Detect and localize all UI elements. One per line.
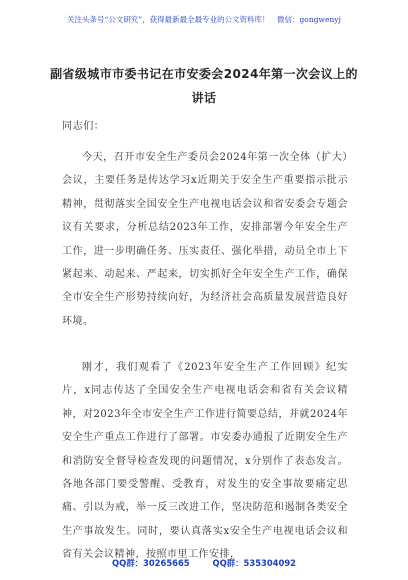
- body-paragraph: 今天，召开市安全生产委员会2024年第一次全体（扩大）会议，主要任务是传达学习x近期关于安全生产重要指示批示精神，贯彻落实全国安全生产电视电话会议和省安委会专题会议有关要求，分析总结2023年工作，安排部署今年安全生产工作，进一步明确任务、压实责任、强化举措，动员全市上下紧起来、动起来、严起来，切实抓好全年安全生产工作，确保全市安全生产形势持续向好，为经济社会高质量发展营造良好环境。: [62, 152, 348, 327]
- qq-group-left: QQ群：30265665: [112, 558, 190, 568]
- document-title: 副省级城市市委书记在市安委会2024年第一次会议上的讲话: [50, 67, 358, 105]
- footer-contacts: [0, 557, 408, 569]
- qq-group-right: QQ群：535304092: [212, 558, 296, 568]
- salutation: 同志们：: [62, 121, 105, 132]
- header-banner: 关注头条号“公文研究”，获得最新最全最专业的公文资料库！ 微信：gongwenyj: [67, 15, 341, 24]
- body-paragraph: 刚才，我们观看了《2023年安全生产工作回顾》纪实片，x同志传达了全国安全生产电视电话会和省有关会议精神，对2023年全市安全生产工作进行简要总结，并就2024年安全生产重点工作进行了部署。市安委办通报了近期安全生产和消防安全督导检查发现的问题情况，x分别作了表态发言。各地各部门要受警醒、受教育，对发生的安全事故要痛定思痛、引以为戒，举一反三改进工作，坚决防范和遏制各类安全生产事故发生。同时，要认真落实x安全生产电视电话会议和省有关会议精神，按照市里工作安排，: [62, 362, 348, 561]
